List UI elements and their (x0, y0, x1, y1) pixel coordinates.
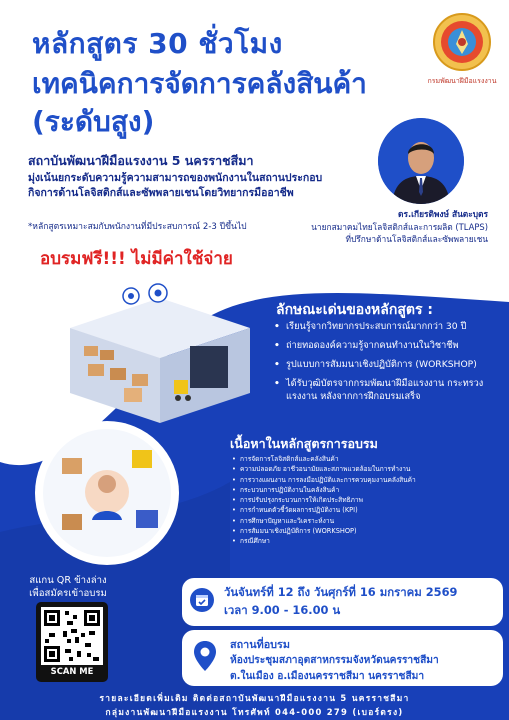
content-item: • การปรับปรุงกระบวนการให้เกิดประสิทธิภาพ (232, 495, 494, 505)
contents-list (232, 454, 494, 547)
eligibility-note: *หลักสูตรเหมาะสมกับพนักงานที่มีประสบการณ์ 2-3 ปีขึ้นไป (28, 222, 247, 232)
highlight-item: • ได้รับวุฒิบัตรจากกรมพัฒนาฝีมือแรงงาน กระทรวงแรงงาน หลังจากการฝึกอบรมเสร็จ (274, 377, 504, 403)
schedule-time: เวลา 9.00 - 16.00 น (224, 603, 341, 617)
schedule-dates: วันจันทร์ที่ 12 ถึง วันศุกร์ที่ 16 มกราคม 2569 (224, 585, 458, 599)
content-item: • ความปลอดภัย อาชีวอนามัยและสภาพแวดล้อมในการทำงาน (232, 464, 494, 474)
scan-me-label: SCAN ME (50, 666, 94, 676)
content-item: • การศึกษาปัญหาและวิเคราะห์งาน (232, 516, 494, 526)
title-line-2: เทคนิคการจัดการคลังสินค้า (32, 67, 367, 100)
speaker-role-1: นายกสมาคมไทยโลจิสติกส์และการผลิต (TLAPS) (311, 221, 488, 232)
content-item: • การวางแผนงาน การลงมือปฏิบัติและการควบคุมงานคลังสินค้า (232, 475, 494, 485)
speaker-avatar-icon (378, 118, 464, 204)
logistics-circle-illustration (32, 418, 182, 568)
qr-label-line-1: สแกน QR ข้างล่าง (29, 575, 107, 586)
speaker-role-2: ที่ปรึกษาด้านโลจิสติกส์และซัพพลายเชน (345, 234, 488, 244)
qr-instructions (20, 574, 116, 600)
warehouse-illustration (40, 288, 260, 428)
venue-label: สถานที่อบรม (230, 638, 290, 651)
calendar-icon (190, 588, 214, 612)
dsd-emblem-icon (432, 12, 492, 74)
content-item: • กระบวนการปฏิบัติงานในคลังสินค้า (232, 485, 494, 495)
content-item: • การจัดการโลจิสติกส์และคลังสินค้า (232, 454, 494, 464)
highlights-title: ลักษณะเด่นของหลักสูตร : (276, 302, 433, 318)
highlights-list (274, 320, 504, 409)
qr-label-line-2: เพื่อสมัครเข้าอบรม (29, 588, 107, 599)
qr-code-icon[interactable] (41, 607, 103, 665)
location-pin-icon (192, 640, 218, 672)
content-item: • การกำหนดตัวชี้วัดผลการปฏิบัติงาน (KPI) (232, 505, 494, 515)
highlight-item: • เรียนรู้จากวิทยากรประสบการณ์มากกว่า 30 ปี (274, 320, 504, 333)
title-line-1: หลักสูตร 30 ชั่วโมง (32, 27, 283, 60)
gear-icon (122, 287, 140, 305)
speaker-info (284, 208, 488, 246)
speaker-photo (378, 118, 464, 204)
highlight-item: • รูปแบบการสัมมนาเชิงปฏิบัติการ (WORKSHOP) (274, 358, 504, 371)
speaker-name: ดร.เกียรติพงษ์ สันตะบุตร (398, 209, 488, 219)
footer-contact-line-2: กลุ่มงานพัฒนาฝีมือแรงงาน โทรศัพท์ 044-000 279 (เบอร์ตรง) (105, 707, 404, 717)
title-line-3: (ระดับสูง) (32, 105, 155, 138)
course-description: มุ่งเน้นยกระดับความรู้ความสามารถของพนักงานในสถานประกอบกิจการด้านโลจิสติกส์และซัพพลายเชนโดยวิทยากรมืออาชีพ (28, 172, 323, 199)
free-training-banner: อบรมฟรี!!! ไม่มีค่าใช้จ่าย (40, 249, 233, 269)
contents-title: เนื้อหาในหลักสูตรการอบรม (230, 436, 378, 451)
content-item: • การสัมมนาเชิงปฏิบัติการ (WORKSHOP) (232, 526, 494, 536)
venue-address: ต.ในเมือง อ.เมืองนครราชสีมา นครราชสีมา (230, 671, 425, 682)
content-item: • กรณีศึกษา (232, 536, 494, 546)
highlight-item: • ถ่ายทอดองค์ความรู้จากคนทำงานในวิชาชีพ (274, 339, 504, 352)
footer-contact-line-1: รายละเอียดเพิ่มเติม ติดต่อสถาบันพัฒนาฝีมือแรงงาน 5 นครราชสีมา (99, 693, 410, 703)
gear-icon (148, 283, 168, 303)
logo-caption: กรมพัฒนาฝีมือแรงงาน (427, 77, 497, 85)
institute-name: สถาบันพัฒนาฝีมือแรงงาน 5 นครราชสีมา (28, 153, 254, 168)
venue-name: ห้องประชุมสภาอุตสาหกรรมจังหวัดนครราชสีมา (230, 655, 439, 666)
